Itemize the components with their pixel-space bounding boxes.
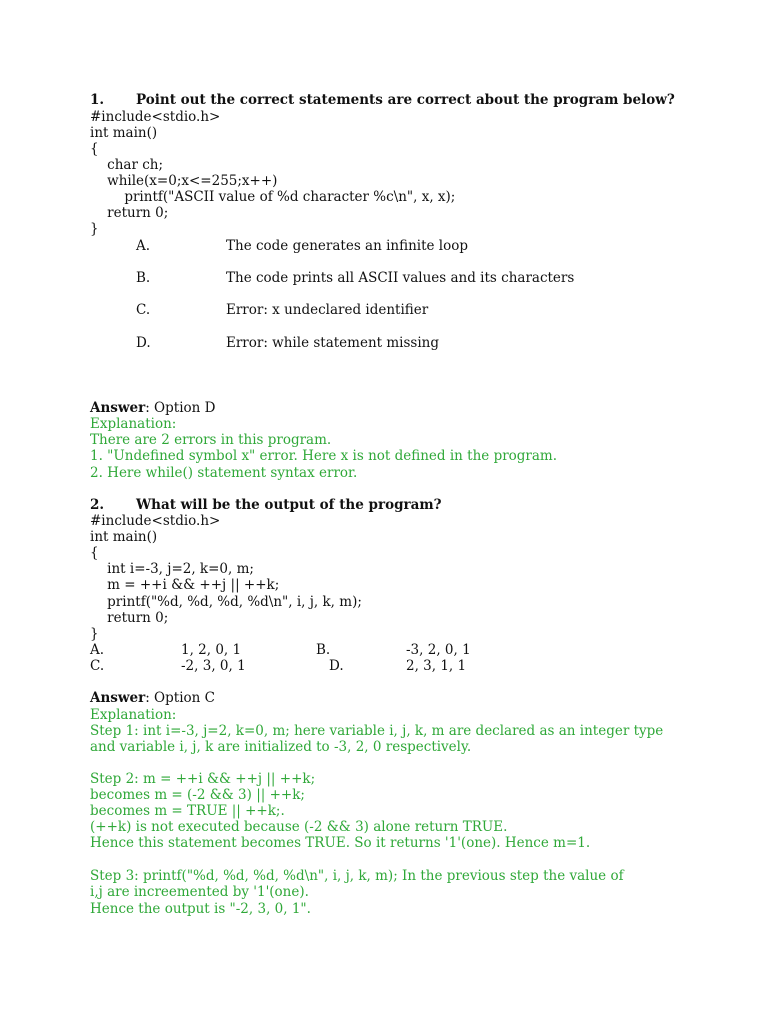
option-d-text: 2, 3, 1, 1: [406, 658, 467, 674]
option-d-letter: D.: [329, 658, 344, 674]
explanation-line: becomes m = TRUE || ++k;.: [90, 803, 285, 819]
option-c-letter: C.: [90, 658, 105, 674]
explanation-label: Explanation:: [90, 416, 177, 432]
answer-value: : Option D: [145, 400, 216, 416]
explanation-line: There are 2 errors in this program.: [90, 432, 332, 448]
answer-label: Answer: [90, 400, 146, 416]
option-c-text: Error: x undeclared identifier: [226, 302, 429, 318]
code-line: char ch;: [90, 157, 164, 173]
code-line: return 0;: [90, 610, 169, 626]
code-line: return 0;: [90, 205, 169, 221]
option-a-text: 1, 2, 0, 1: [181, 642, 242, 658]
code-line: {: [90, 545, 99, 561]
code-line: int main(): [90, 529, 158, 545]
option-b-letter: B.: [136, 270, 151, 286]
explanation-line: becomes m = (-2 && 3) || ++k;: [90, 787, 305, 803]
answer-label: Answer: [90, 690, 146, 706]
code-line: m = ++i && ++j || ++k;: [90, 577, 280, 593]
code-line: {: [90, 141, 99, 157]
option-c-text: -2, 3, 0, 1: [181, 658, 246, 674]
option-c-letter: C.: [136, 302, 151, 318]
question-2-answer: [90, 690, 215, 706]
explanation-line: (++k) is not executed because (-2 && 3) alone return TRUE.: [90, 819, 508, 835]
option-a-letter: A.: [136, 238, 151, 254]
option-b-text: The code prints all ASCII values and its characters: [226, 270, 575, 286]
code-line: printf("%d, %d, %d, %d\n", i, j, k, m);: [90, 594, 362, 610]
question-1-text: Point out the correct statements are correct about the program below?: [136, 92, 675, 108]
option-d-text: Error: while statement missing: [226, 335, 439, 351]
explanation-label: Explanation:: [90, 707, 177, 723]
question-2-number: 2.: [90, 497, 105, 513]
explanation-line: 2. Here while() statement syntax error.: [90, 465, 358, 481]
question-2-text: What will be the output of the program?: [136, 497, 442, 513]
question-1-number: 1.: [90, 92, 105, 108]
explanation-conclusion: Hence the output is "-2, 3, 0, 1".: [90, 901, 311, 917]
explanation-line: Hence this statement becomes TRUE. So it returns '1'(one). Hence m=1.: [90, 835, 591, 851]
code-line: #include<stdio.h>: [90, 513, 221, 529]
explanation-step-1: Step 1: int i=-3, j=2, k=0, m; here variable i, j, k, m are declared as an integer type and variable i, j, k are initialized to -3, 2, 0 respectively.: [90, 723, 664, 755]
answer-value: : Option C: [145, 690, 215, 706]
option-b-letter: B.: [316, 642, 331, 658]
code-line: int main(): [90, 125, 158, 141]
explanation-line: Step 2: m = ++i && ++j || ++k;: [90, 771, 316, 787]
code-line: }: [90, 626, 99, 642]
option-d-letter: D.: [136, 335, 151, 351]
question-1-answer: [90, 400, 215, 416]
option-a-letter: A.: [90, 642, 105, 658]
code-line: int i=-3, j=2, k=0, m;: [90, 561, 254, 577]
explanation-step-3: Step 3: printf("%d, %d, %d, %d\n", i, j, k, m); In the previous step the value of i,j are increemented by '1'(one).: [90, 868, 624, 900]
code-line: }: [90, 221, 99, 237]
code-line: printf("ASCII value of %d character %c\n", x, x);: [90, 189, 456, 205]
option-b-text: -3, 2, 0, 1: [406, 642, 471, 658]
code-line: while(x=0;x<=255;x++): [90, 173, 278, 189]
code-line: #include<stdio.h>: [90, 109, 221, 125]
explanation-line: 1. "Undefined symbol x" error. Here x is not defined in the program.: [90, 448, 558, 464]
option-a-text: The code generates an infinite loop: [226, 238, 469, 254]
